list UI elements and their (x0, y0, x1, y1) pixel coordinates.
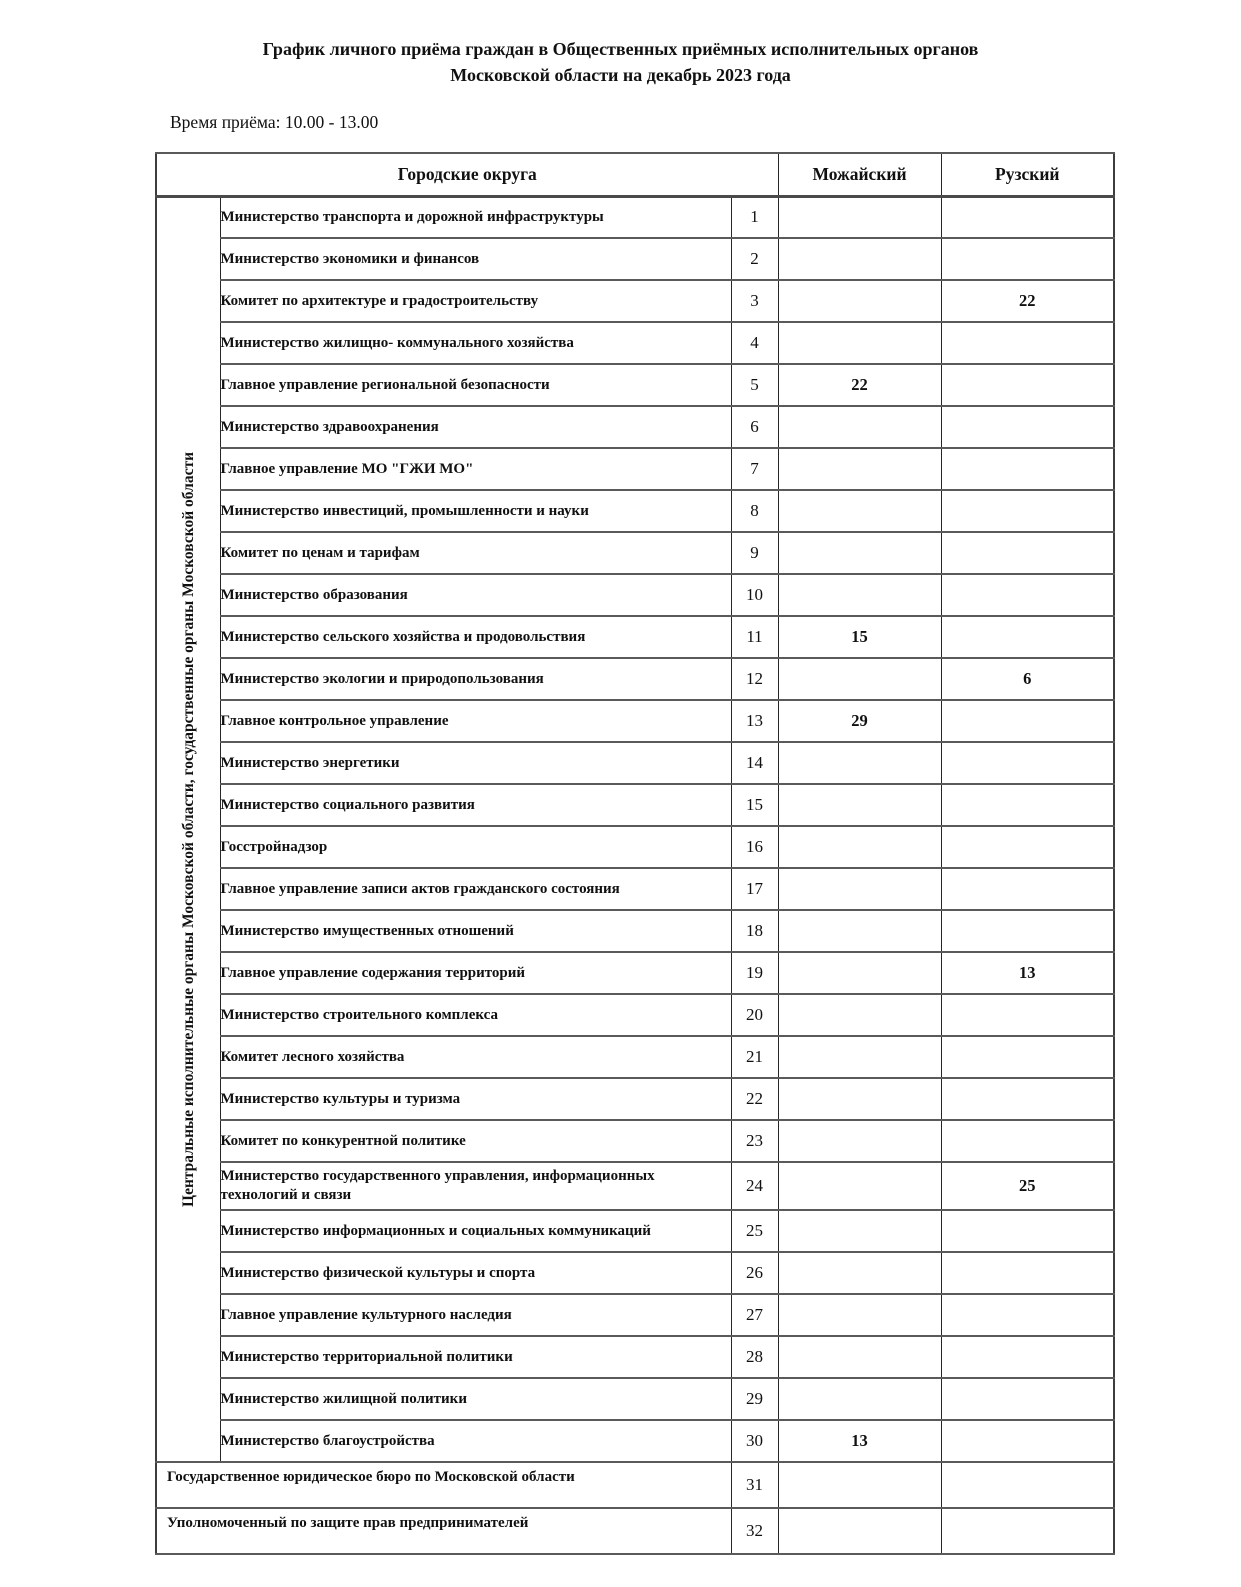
ruzsky-value-cell (941, 574, 1114, 616)
row-number-cell: 15 (731, 784, 778, 826)
ruzsky-value-cell: 13 (941, 952, 1114, 994)
org-name-cell: Министерство сельского хозяйства и продовольствия (220, 616, 731, 658)
table-row (156, 952, 1114, 994)
ruzsky-value-cell (941, 1036, 1114, 1078)
table-row (156, 1508, 1114, 1554)
org-name-cell: Уполномоченный по защите прав предпринимателей (156, 1508, 731, 1554)
page-title-line1: График личного приёма граждан в Общественных приёмных исполнительных органов (262, 39, 979, 59)
column-header-mozhaysky: Можайский (778, 153, 941, 196)
org-name-cell: Министерство культуры и туризма (220, 1078, 731, 1120)
mozhaysky-value-cell (778, 1462, 941, 1508)
mozhaysky-value-cell (778, 994, 941, 1036)
mozhaysky-value-cell (778, 1294, 941, 1336)
ruzsky-value-cell (941, 994, 1114, 1036)
row-number-cell: 5 (731, 364, 778, 406)
row-number-cell: 6 (731, 406, 778, 448)
org-name-cell: Министерство социального развития (220, 784, 731, 826)
mozhaysky-value-cell (778, 574, 941, 616)
row-number-cell: 30 (731, 1420, 778, 1462)
table-row (156, 280, 1114, 322)
row-number-cell: 24 (731, 1162, 778, 1210)
row-number-cell: 2 (731, 238, 778, 280)
row-number-cell: 13 (731, 700, 778, 742)
row-number-cell: 3 (731, 280, 778, 322)
ruzsky-value-cell (941, 1462, 1114, 1508)
table-row (156, 784, 1114, 826)
mozhaysky-value-cell (778, 1120, 941, 1162)
ruzsky-value-cell (941, 826, 1114, 868)
table-row (156, 1420, 1114, 1462)
org-name-cell: Министерство образования (220, 574, 731, 616)
row-number-cell: 32 (731, 1508, 778, 1554)
org-name-cell: Министерство жилищной политики (220, 1378, 731, 1420)
org-name-cell: Министерство транспорта и дорожной инфраструктуры (220, 196, 731, 238)
org-name-cell: Министерство жилищно- коммунального хозяйства (220, 322, 731, 364)
org-name-cell: Комитет по конкурентной политике (220, 1120, 731, 1162)
table-row (156, 994, 1114, 1036)
mozhaysky-value-cell (778, 868, 941, 910)
mozhaysky-value-cell (778, 1508, 941, 1554)
org-name-cell: Министерство физической культуры и спорта (220, 1252, 731, 1294)
row-number-cell: 17 (731, 868, 778, 910)
schedule-table (155, 152, 1115, 1555)
table-row (156, 868, 1114, 910)
org-name-cell: Министерство информационных и социальных коммуникаций (220, 1210, 731, 1252)
row-number-cell: 1 (731, 196, 778, 238)
org-name-cell: Министерство инвестиций, промышленности и науки (220, 490, 731, 532)
row-number-cell: 11 (731, 616, 778, 658)
org-name-cell: Государственное юридическое бюро по Московской области (156, 1462, 731, 1508)
org-name-cell: Главное управление содержания территорий (220, 952, 731, 994)
table-row (156, 1078, 1114, 1120)
row-number-cell: 12 (731, 658, 778, 700)
table-row (156, 364, 1114, 406)
ruzsky-value-cell (941, 1508, 1114, 1554)
mozhaysky-value-cell (778, 1162, 941, 1210)
ruzsky-value-cell (941, 700, 1114, 742)
mozhaysky-value-cell (778, 406, 941, 448)
row-number-cell: 29 (731, 1378, 778, 1420)
row-number-cell: 14 (731, 742, 778, 784)
mozhaysky-value-cell (778, 196, 941, 238)
mozhaysky-value-cell (778, 910, 941, 952)
schedule-table-body (156, 153, 1114, 1554)
org-name-cell: Министерство государственного управления, информационных технологий и связи (220, 1162, 731, 1210)
ruzsky-value-cell (941, 1120, 1114, 1162)
row-number-cell: 9 (731, 532, 778, 574)
mozhaysky-value-cell (778, 1210, 941, 1252)
org-name-cell: Госстройнадзор (220, 826, 731, 868)
mozhaysky-value-cell (778, 322, 941, 364)
ruzsky-value-cell: 6 (941, 658, 1114, 700)
table-row (156, 910, 1114, 952)
table-row (156, 658, 1114, 700)
table-row (156, 490, 1114, 532)
reception-time: Время приёма: 10.00 - 13.00 (170, 112, 379, 132)
table-row (156, 1294, 1114, 1336)
row-number-cell: 23 (731, 1120, 778, 1162)
ruzsky-value-cell (941, 784, 1114, 826)
ruzsky-value-cell (941, 616, 1114, 658)
table-row (156, 1252, 1114, 1294)
table-row (156, 742, 1114, 784)
table-row (156, 616, 1114, 658)
table-row (156, 1210, 1114, 1252)
ruzsky-value-cell (941, 196, 1114, 238)
ruzsky-value-cell (941, 868, 1114, 910)
row-number-cell: 4 (731, 322, 778, 364)
mozhaysky-value-cell (778, 490, 941, 532)
row-number-cell: 19 (731, 952, 778, 994)
org-name-cell: Комитет лесного хозяйства (220, 1036, 731, 1078)
ruzsky-value-cell (941, 1252, 1114, 1294)
org-name-cell: Министерство территориальной политики (220, 1336, 731, 1378)
ruzsky-value-cell (941, 406, 1114, 448)
row-number-cell: 20 (731, 994, 778, 1036)
ruzsky-value-cell (941, 1210, 1114, 1252)
org-name-cell: Министерство экологии и природопользования (220, 658, 731, 700)
row-number-cell: 25 (731, 1210, 778, 1252)
org-name-cell: Министерство строительного комплекса (220, 994, 731, 1036)
row-number-cell: 10 (731, 574, 778, 616)
mozhaysky-value-cell: 15 (778, 616, 941, 658)
table-row (156, 1462, 1114, 1508)
org-name-cell: Министерство экономики и финансов (220, 238, 731, 280)
column-header-group: Городские округа (156, 153, 778, 196)
ruzsky-value-cell (941, 322, 1114, 364)
mozhaysky-value-cell (778, 1252, 941, 1294)
org-name-cell: Министерство здравоохранения (220, 406, 731, 448)
row-number-cell: 16 (731, 826, 778, 868)
ruzsky-value-cell (941, 364, 1114, 406)
mozhaysky-value-cell (778, 532, 941, 574)
mozhaysky-value-cell (778, 1036, 941, 1078)
row-number-cell: 7 (731, 448, 778, 490)
ruzsky-value-cell (941, 1336, 1114, 1378)
table-row (156, 574, 1114, 616)
org-name-cell: Министерство благоустройства (220, 1420, 731, 1462)
table-row (156, 238, 1114, 280)
mozhaysky-value-cell (778, 1378, 941, 1420)
ruzsky-value-cell: 25 (941, 1162, 1114, 1210)
column-header-ruzsky: Рузский (941, 153, 1114, 196)
org-name-cell: Главное управление культурного наследия (220, 1294, 731, 1336)
table-row (156, 1162, 1114, 1210)
table-row (156, 532, 1114, 574)
table-row (156, 1120, 1114, 1162)
ruzsky-value-cell (941, 1294, 1114, 1336)
mozhaysky-value-cell (778, 238, 941, 280)
mozhaysky-value-cell (778, 784, 941, 826)
org-name-cell: Министерство энергетики (220, 742, 731, 784)
table-row (156, 1036, 1114, 1078)
row-number-cell: 26 (731, 1252, 778, 1294)
row-number-cell: 8 (731, 490, 778, 532)
mozhaysky-value-cell (778, 952, 941, 994)
table-row (156, 322, 1114, 364)
ruzsky-value-cell: 22 (941, 280, 1114, 322)
row-number-cell: 27 (731, 1294, 778, 1336)
table-row (156, 406, 1114, 448)
mozhaysky-value-cell: 22 (778, 364, 941, 406)
ruzsky-value-cell (941, 490, 1114, 532)
group-label-cell (156, 196, 220, 1462)
mozhaysky-value-cell (778, 658, 941, 700)
org-name-cell: Комитет по архитектуре и градостроительству (220, 280, 731, 322)
org-name-cell: Главное управление МО "ГЖИ МО" (220, 448, 731, 490)
table-row (156, 448, 1114, 490)
table-row (156, 1378, 1114, 1420)
row-number-cell: 31 (731, 1462, 778, 1508)
ruzsky-value-cell (941, 1078, 1114, 1120)
ruzsky-value-cell (941, 1420, 1114, 1462)
ruzsky-value-cell (941, 238, 1114, 280)
row-number-cell: 22 (731, 1078, 778, 1120)
table-row (156, 700, 1114, 742)
ruzsky-value-cell (941, 532, 1114, 574)
ruzsky-value-cell (941, 1378, 1114, 1420)
org-name-cell: Главное управление записи актов гражданского состояния (220, 868, 731, 910)
mozhaysky-value-cell (778, 448, 941, 490)
ruzsky-value-cell (941, 910, 1114, 952)
org-name-cell: Комитет по ценам и тарифам (220, 532, 731, 574)
table-row (156, 196, 1114, 238)
group-label-vertical-text: Центральные исполнительные органы Московской области, государственные органы Московской области (179, 451, 197, 1207)
mozhaysky-value-cell (778, 742, 941, 784)
table-row (156, 1336, 1114, 1378)
mozhaysky-value-cell (778, 1078, 941, 1120)
row-number-cell: 28 (731, 1336, 778, 1378)
mozhaysky-value-cell: 13 (778, 1420, 941, 1462)
page-title (0, 36, 1241, 88)
table-header-row (156, 153, 1114, 196)
org-name-cell: Главное контрольное управление (220, 700, 731, 742)
table-row (156, 826, 1114, 868)
mozhaysky-value-cell: 29 (778, 700, 941, 742)
org-name-cell: Министерство имущественных отношений (220, 910, 731, 952)
row-number-cell: 18 (731, 910, 778, 952)
mozhaysky-value-cell (778, 280, 941, 322)
page-title-line2: Московской области на декабрь 2023 года (450, 65, 791, 86)
mozhaysky-value-cell (778, 826, 941, 868)
ruzsky-value-cell (941, 742, 1114, 784)
ruzsky-value-cell (941, 448, 1114, 490)
org-name-cell: Главное управление региональной безопасности (220, 364, 731, 406)
mozhaysky-value-cell (778, 1336, 941, 1378)
row-number-cell: 21 (731, 1036, 778, 1078)
